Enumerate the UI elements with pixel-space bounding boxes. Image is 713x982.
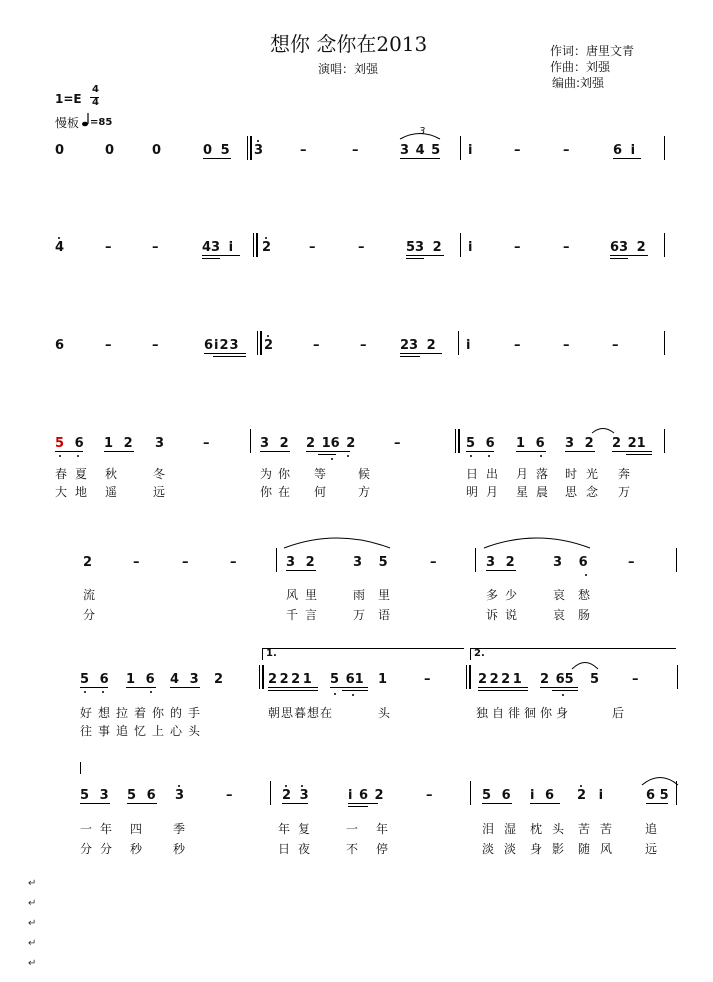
high-dot (257, 140, 259, 142)
underline (626, 454, 652, 455)
note: 3 4 5 (400, 143, 441, 158)
lyric: 春 (55, 467, 68, 481)
dash: – (105, 240, 112, 255)
underline (610, 258, 628, 259)
lyric: 头 (552, 822, 565, 836)
underline (80, 803, 110, 804)
lyric: 夏 (75, 467, 88, 481)
lyric: 诉 (486, 608, 499, 622)
note: 0 (152, 143, 162, 158)
meter-top: 4 (92, 84, 99, 95)
note: 23 2 (400, 338, 436, 353)
underline (306, 451, 350, 452)
lyric: 苦 (600, 822, 613, 836)
low-dot (59, 455, 61, 457)
note: i (468, 240, 473, 255)
repeat-bar (455, 429, 460, 453)
lyric: 哀 (553, 608, 566, 622)
lyric: 秒 (173, 842, 186, 856)
triplet-mark: 3 (419, 126, 426, 137)
underline (482, 803, 512, 804)
note: 5 61 (330, 672, 364, 687)
underline (540, 687, 578, 688)
dash: – (514, 143, 521, 158)
low-dot (352, 694, 354, 696)
lyric: 少 (505, 588, 518, 602)
note: 6 (55, 338, 65, 353)
note: 1 6 (516, 436, 545, 451)
note: i 6 (530, 788, 555, 803)
dash: – (430, 555, 437, 570)
underline (400, 353, 442, 354)
lyric: 淡 (482, 842, 495, 856)
volta-1-label: 1. (266, 648, 277, 659)
dash: – (203, 436, 210, 451)
note: 5 3 (80, 788, 109, 803)
paragraph-mark-icon: ↵ (28, 958, 37, 969)
underline (203, 158, 231, 159)
lyric: 多 (486, 588, 499, 602)
bar-line (676, 781, 677, 805)
lyric: 万 (618, 485, 631, 499)
underline (613, 158, 641, 159)
dash: – (563, 240, 570, 255)
underline (268, 687, 318, 688)
dash: – (152, 240, 159, 255)
note: 3 (254, 143, 264, 158)
lyric: 独自徘徊你身 (476, 706, 573, 720)
bar-line (664, 136, 665, 160)
note: 0 (105, 143, 115, 158)
note: 1 (378, 672, 388, 687)
lyric: 你 (260, 485, 273, 499)
underline (516, 451, 546, 452)
bar-line (250, 429, 251, 453)
lyric: 落 (536, 467, 549, 481)
underline (400, 356, 420, 357)
repeat-bar (247, 136, 252, 160)
lyric: 影 (552, 842, 565, 856)
note: 3 5 (353, 555, 388, 570)
lyric: 秒 (130, 842, 143, 856)
note: 43 i (202, 240, 234, 255)
dash: – (182, 555, 189, 570)
lyric: 语 (378, 608, 391, 622)
bar-line (460, 233, 461, 257)
lyric: 思 (565, 485, 578, 499)
lyric: 奔 (618, 467, 631, 481)
meter-bottom: 4 (92, 97, 99, 108)
lyric: 说 (505, 608, 518, 622)
note: 0 5 (203, 143, 230, 158)
lyric: 月 (486, 485, 499, 499)
lyric: 年 (376, 822, 389, 836)
dash: – (612, 338, 619, 353)
lyric: 淡 (504, 842, 517, 856)
underline (330, 687, 368, 688)
dash: – (632, 672, 639, 687)
song-title: 想你 念你在2013 (270, 32, 428, 56)
dash: – (514, 240, 521, 255)
paragraph-mark-icon: ↵ (28, 918, 37, 929)
lyric: 念 (586, 485, 599, 499)
dash: – (300, 143, 307, 158)
lyric: 里 (378, 588, 391, 602)
lyric: 愁 (578, 588, 591, 602)
lyric: 候 (358, 467, 371, 481)
lyric: 出 (486, 467, 499, 481)
margin-mark (80, 762, 81, 774)
note: 3 6 (553, 555, 588, 570)
lyric: 身 (530, 842, 543, 856)
note: 53 2 (406, 240, 442, 255)
underline (318, 454, 336, 455)
note: i 6 2 (348, 788, 385, 803)
bar-line (664, 233, 665, 257)
underline (202, 255, 240, 256)
underline (80, 687, 108, 688)
bar-line (677, 665, 678, 689)
arranger: 编曲:刘强 (552, 76, 605, 90)
lyric: 远 (645, 842, 658, 856)
lyric: 流 (83, 588, 96, 602)
lyric: 随 (578, 842, 591, 856)
note: 6 (74, 436, 84, 451)
lyric: 追 (645, 822, 658, 836)
lyric: 地 (75, 485, 88, 499)
note: 5 (590, 672, 600, 687)
bar-line (458, 331, 459, 355)
lyric: 风 (600, 842, 613, 856)
lyric: 年 (100, 822, 113, 836)
slur (282, 532, 392, 550)
tie (640, 772, 680, 786)
underline (612, 451, 652, 452)
underline (202, 258, 220, 259)
dash: – (152, 338, 159, 353)
lyric: 朝思暮想在 (268, 706, 334, 720)
underline (260, 451, 290, 452)
underline (400, 158, 440, 159)
underline (127, 803, 157, 804)
lyricist: 作词：唐里文青 (550, 44, 635, 58)
high-dot (265, 237, 267, 239)
bar-line (276, 548, 277, 572)
note: i (468, 143, 473, 158)
paragraph-mark-icon: ↵ (28, 898, 37, 909)
lyric: 好想拉着你的手 (80, 706, 207, 720)
bar-line (676, 548, 677, 572)
underline (478, 687, 528, 688)
note: 3 2 (260, 436, 289, 451)
dash: – (360, 338, 367, 353)
low-dot (347, 455, 349, 457)
lyric: 何 (314, 485, 327, 499)
low-dot (150, 691, 152, 693)
volta-1-edge (262, 648, 263, 660)
lyric: 大 (55, 485, 68, 499)
lyric: 日 (278, 842, 291, 856)
underline (348, 803, 378, 804)
dash: – (226, 788, 233, 803)
note: 1 6 (126, 672, 155, 687)
lyric: 头 (378, 706, 391, 720)
note: 2 16 2 (306, 436, 356, 451)
high-dot (58, 237, 60, 239)
high-dot (580, 785, 582, 787)
underline (342, 690, 368, 691)
lyric: 分 (83, 608, 96, 622)
underline (286, 570, 316, 571)
note: 3 2 (486, 555, 515, 570)
lyric: 在 (278, 485, 291, 499)
underline (170, 687, 200, 688)
lyric: 秋 (105, 467, 118, 481)
note: 2 21 (612, 436, 646, 451)
dash: – (313, 338, 320, 353)
low-dot (331, 458, 333, 460)
bar-line (460, 136, 461, 160)
underline (466, 451, 494, 452)
underline (213, 356, 246, 357)
repeat-bar (257, 331, 262, 355)
performer: 演唱：刘强 (318, 62, 379, 76)
lyric: 一 (346, 822, 359, 836)
lyric: 一 (80, 822, 93, 836)
underline (646, 803, 668, 804)
low-dot (77, 455, 79, 457)
note: 3 2 (565, 436, 594, 451)
note: 6 5 (646, 788, 669, 803)
low-dot (585, 574, 587, 576)
note: 6i23 (204, 338, 240, 353)
low-dot (562, 694, 564, 696)
high-dot (178, 785, 180, 787)
bar-line (664, 429, 665, 453)
lyric: 晨 (536, 485, 549, 499)
underline (348, 806, 368, 807)
lyric: 为 (260, 467, 273, 481)
lyric: 湿 (504, 822, 517, 836)
underline (565, 451, 595, 452)
note: 1 2 (104, 436, 133, 451)
lyric: 苦 (578, 822, 591, 836)
tie (590, 424, 616, 434)
lyric: 往事追忆上心头 (80, 724, 207, 738)
note: 6 i (613, 143, 636, 158)
lyric: 冬 (153, 467, 166, 481)
note: 2 (264, 338, 274, 353)
note: 3 (155, 436, 165, 451)
note: 5 6 (80, 672, 109, 687)
underline (55, 451, 83, 452)
repeat-bar (259, 665, 264, 689)
repeat-bar (466, 665, 471, 689)
note: 3 2 (286, 555, 315, 570)
note: 5 6 (127, 788, 156, 803)
note: 5 6 (466, 436, 495, 451)
lyric: 光 (586, 467, 599, 481)
tempo-value: =85 (90, 117, 113, 128)
dash: – (309, 240, 316, 255)
lyric: 分 (80, 842, 93, 856)
dash: – (514, 338, 521, 353)
note: 2 i (577, 788, 604, 803)
high-dot (285, 785, 287, 787)
composer: 作曲：刘强 (550, 60, 611, 74)
lyric: 明 (466, 485, 479, 499)
tempo-label: 慢板 (55, 116, 80, 130)
slur (482, 532, 592, 550)
dash: – (358, 240, 365, 255)
note: 2 2 2 1 (478, 672, 521, 687)
paragraph-mark-icon: ↵ (28, 938, 37, 949)
triplet-slur (398, 130, 442, 140)
lyric: 星 (516, 485, 529, 499)
tie (570, 658, 600, 670)
low-dot (488, 455, 490, 457)
low-dot (470, 455, 472, 457)
underline (282, 803, 308, 804)
lyric: 远 (153, 485, 166, 499)
underline (204, 353, 246, 354)
underline (268, 690, 318, 691)
paragraph-mark-icon: ↵ (28, 878, 37, 889)
note: 2 (262, 240, 272, 255)
lyric: 泪 (482, 822, 495, 836)
lyric: 万 (353, 608, 366, 622)
volta-2-bracket (470, 648, 676, 649)
note: 63 2 (610, 240, 646, 255)
note: 4 3 (170, 672, 199, 687)
low-dot (540, 455, 542, 457)
lyric: 雨 (353, 588, 366, 602)
lyric: 遥 (105, 485, 118, 499)
note-red: 5 (55, 436, 65, 451)
lyric: 季 (173, 822, 186, 836)
high-dot (267, 335, 269, 337)
lyric: 方 (358, 485, 371, 499)
dash: – (628, 555, 635, 570)
dash: – (394, 436, 401, 451)
bar-line (470, 781, 471, 805)
note: 2 65 (540, 672, 574, 687)
repeat-bar (253, 233, 258, 257)
lyric: 年 (278, 822, 291, 836)
lyric: 你 (278, 467, 291, 481)
volta-2-edge (470, 648, 471, 660)
dash: – (133, 555, 140, 570)
high-dot (301, 785, 303, 787)
dash: – (426, 788, 433, 803)
lyric: 停 (376, 842, 389, 856)
lyric: 复 (298, 822, 311, 836)
lyric: 时 (565, 467, 578, 481)
note: 2 (83, 555, 93, 570)
volta-1-bracket (262, 648, 464, 649)
dash: – (563, 338, 570, 353)
dash: – (230, 555, 237, 570)
lyric: 千 (286, 608, 299, 622)
dash: – (424, 672, 431, 687)
lyric: 等 (314, 467, 327, 481)
note: 2 2 2 1 (268, 672, 311, 687)
volta-2-label: 2. (474, 648, 485, 659)
note: 0 (55, 143, 65, 158)
note (55, 436, 84, 451)
lyric: 分 (100, 842, 113, 856)
note: 2 3 (282, 788, 309, 803)
lyric: 里 (305, 588, 318, 602)
note: 2 (214, 672, 224, 687)
underline (478, 690, 528, 691)
lyric: 日 (466, 467, 479, 481)
lyric: 枕 (530, 822, 543, 836)
lyric: 后 (612, 706, 625, 720)
lyric: 哀 (553, 588, 566, 602)
underline (552, 690, 578, 691)
underline (530, 803, 560, 804)
low-dot (102, 691, 104, 693)
underline (486, 570, 516, 571)
bar-line (270, 781, 271, 805)
key-signature: 1=E (55, 92, 82, 106)
note: 3 (175, 788, 185, 803)
low-dot (84, 691, 86, 693)
dash: – (352, 143, 359, 158)
note: 5 6 (482, 788, 511, 803)
note: i (466, 338, 471, 353)
lyric: 四 (130, 822, 143, 836)
underline (610, 255, 648, 256)
underline (104, 451, 134, 452)
note: 4 (55, 240, 65, 255)
lyric: 言 (305, 608, 318, 622)
lyric: 肠 (578, 608, 591, 622)
dash: – (105, 338, 112, 353)
underline (126, 687, 156, 688)
dash: – (563, 143, 570, 158)
lyric: 月 (516, 467, 529, 481)
underline (406, 255, 444, 256)
bar-line (664, 331, 665, 355)
lyric: 风 (286, 588, 299, 602)
bar-line (475, 548, 476, 572)
lyric: 不 (346, 842, 359, 856)
low-dot (334, 693, 336, 695)
underline (406, 258, 424, 259)
lyric: 夜 (298, 842, 311, 856)
